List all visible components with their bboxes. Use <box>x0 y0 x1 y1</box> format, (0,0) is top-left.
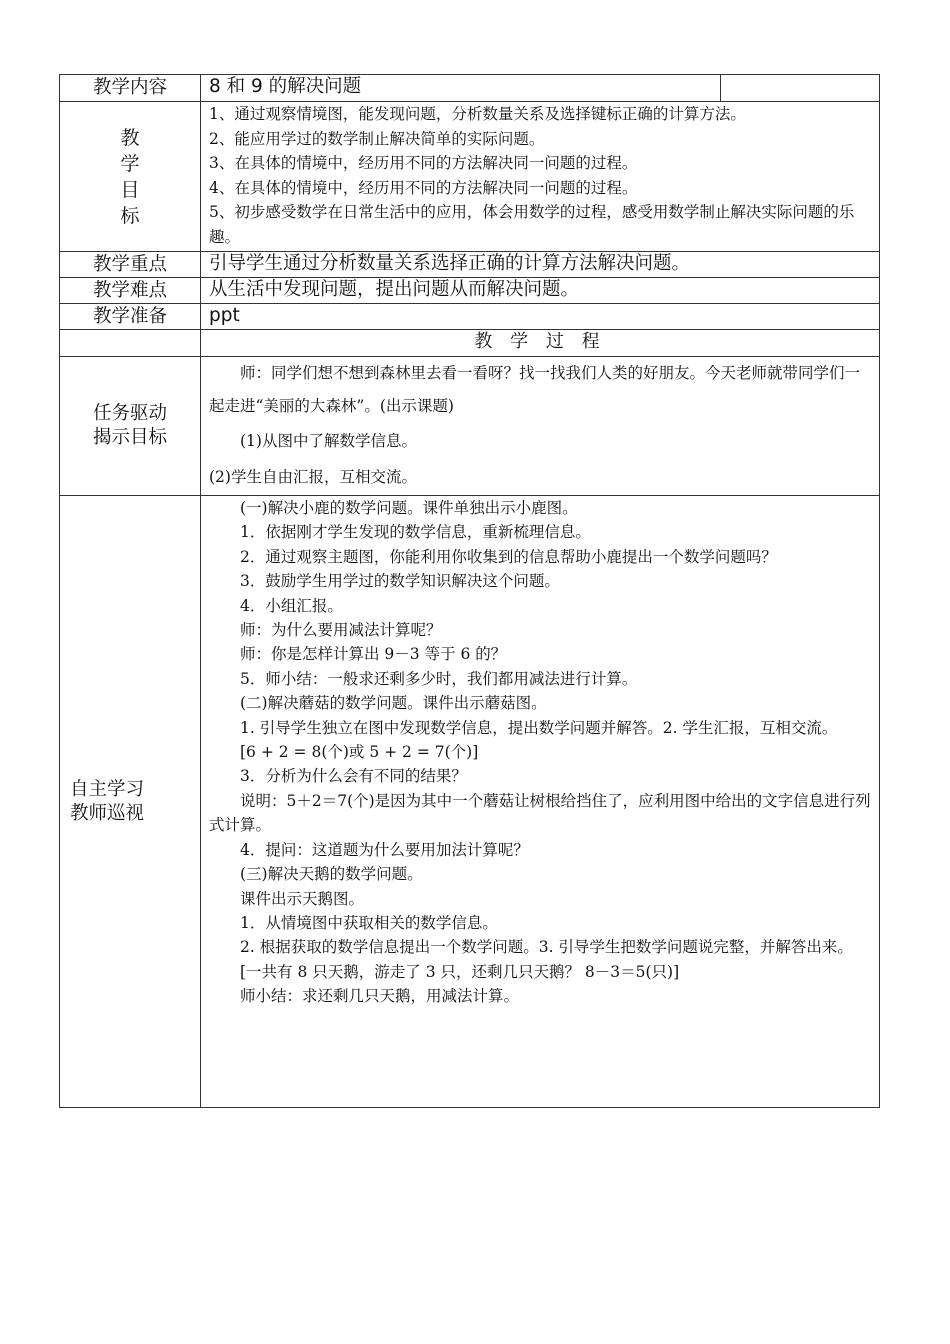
self-study-paragraph: 4．提问：这道题为什么要用加法计算呢？ <box>240 840 529 859</box>
content-label: 教学内容 <box>60 75 201 102</box>
self-study-paragraph: 4．小组汇报。 <box>240 596 343 615</box>
goal-item: 4、在具体的情境中，经历用不同的方法解决同一问题的过程。 <box>209 178 638 197</box>
task-paragraph: (2)学生自由汇报，互相交流。 <box>209 468 417 486</box>
self-study-paragraph: (二)解决蘑菇的数学问题。课件出示蘑菇图。 <box>240 694 547 713</box>
process-header-empty-cell <box>60 330 201 357</box>
goals-list <box>201 102 880 252</box>
prep-value: ppt <box>201 304 880 330</box>
self-study-paragraph: 3．分析为什么会有不同的结果？ <box>240 767 467 786</box>
self-study-paragraph: (一)解决小鹿的数学问题。课件单独出示小鹿图。 <box>240 499 578 517</box>
task-label-line: 揭示目标 <box>92 427 167 448</box>
prep-label: 教学准备 <box>60 304 201 330</box>
lesson-plan-table <box>59 74 880 1108</box>
key-point-label: 教学重点 <box>60 252 201 278</box>
goal-item: 1、通过观察情境图，能发现问题，分析数量关系及选择键标正确的计算方法。 <box>209 105 746 123</box>
prep-row <box>60 304 880 330</box>
key-point-row <box>60 252 880 278</box>
self-study-label-line: 教师巡视 <box>70 802 145 824</box>
self-study-paragraph: 2．通过观察主题图，你能利用你收集到的信息帮助小鹿提出一个数学问题吗？ <box>240 547 777 566</box>
goal-item: 2、能应用学过的数学制止解决简单的实际问题。 <box>209 129 545 148</box>
goal-item: 3、在具体的情境中，经历用不同的方法解决同一问题的过程。 <box>209 154 638 172</box>
self-study-paragraph: [6 + 2 = 8(个)或 5 + 2 = 7(个)] <box>240 743 479 762</box>
content-extra-cell <box>721 75 880 102</box>
goals-row <box>60 102 880 252</box>
goals-label-char: 目 <box>120 178 140 201</box>
self-study-paragraph: (三)解决天鹅的数学问题。 <box>240 865 423 884</box>
goals-label-char: 教 <box>120 126 140 149</box>
goals-label-char: 标 <box>120 204 140 227</box>
self-study-paragraph: 师小结：求还剩几只天鹅，用减法计算。 <box>240 987 520 1006</box>
self-study-label-line: 自主学习 <box>70 778 145 800</box>
self-study-paragraph: 师：你是怎样计算出 9－3 等于 6 的？ <box>240 645 507 664</box>
self-study-paragraph: 3．鼓励学生用学过的数学知识解决这个问题。 <box>240 572 560 591</box>
self-study-paragraph: 2. 根据获取的数学信息提出一个数学问题。3. 引导学生把数学问题说完整，并解答出来。 <box>240 938 853 957</box>
task-paragraph: (1)从图中了解数学信息。 <box>240 432 417 450</box>
self-study-content <box>201 496 880 1108</box>
self-study-paragraph: 1．依据刚才学生发现的数学信息，重新梳理信息。 <box>240 523 591 542</box>
difficulty-row <box>60 278 880 304</box>
self-study-paragraph: 师：为什么要用减法计算呢？ <box>240 621 442 640</box>
goal-item: 5、初步感受数学在日常生活中的应用，体会用数学的过程，感受用数学制止解决实际问题的乐趣。 <box>209 203 855 246</box>
self-study-paragraph: 1. 引导学生独立在图中发现数学信息，提出数学问题并解答。2. 学生汇报，互相交流。 <box>240 718 838 737</box>
self-study-paragraph: 课件出示天鹅图。 <box>240 889 365 908</box>
content-row <box>60 75 880 102</box>
self-study-row <box>60 496 880 1108</box>
goals-label-char: 学 <box>120 152 140 175</box>
task-row <box>60 357 880 496</box>
process-header-row <box>60 330 880 357</box>
self-study-label <box>60 496 201 1108</box>
task-label <box>60 357 201 496</box>
key-point-value: 引导学生通过分析数量关系选择正确的计算方法解决问题。 <box>201 252 880 278</box>
task-content <box>201 357 880 496</box>
process-header: 教 学 过 程 <box>201 330 880 357</box>
goals-label <box>60 102 201 252</box>
content-value: 8 和 9 的解决问题 <box>201 75 721 102</box>
task-label-line: 任务驱动 <box>92 403 167 424</box>
self-study-paragraph: [一共有 8 只天鹅，游走了 3 只，还剩几只天鹅？ 8－3＝5(只)] <box>240 962 680 981</box>
difficulty-label: 教学难点 <box>60 278 201 304</box>
self-study-paragraph: 1．从情境图中获取相关的数学信息。 <box>240 913 498 932</box>
difficulty-value: 从生活中发现问题，提出问题从而解决问题。 <box>201 278 880 304</box>
task-paragraph: 师：同学们想不想到森林里去看一看呀？找一找我们人类的好朋友。今天老师就带同学们一起走进“美丽的大森林”。(出示课题) <box>209 364 861 415</box>
self-study-paragraph: 说明：5＋2＝7(个)是因为其中一个蘑菇让树根给挡住了，应利用图中给出的文字信息进行列式计算。 <box>209 791 871 835</box>
self-study-paragraph: 5．师小结：一般求还剩多少时，我们都用减法进行计算。 <box>240 669 638 688</box>
